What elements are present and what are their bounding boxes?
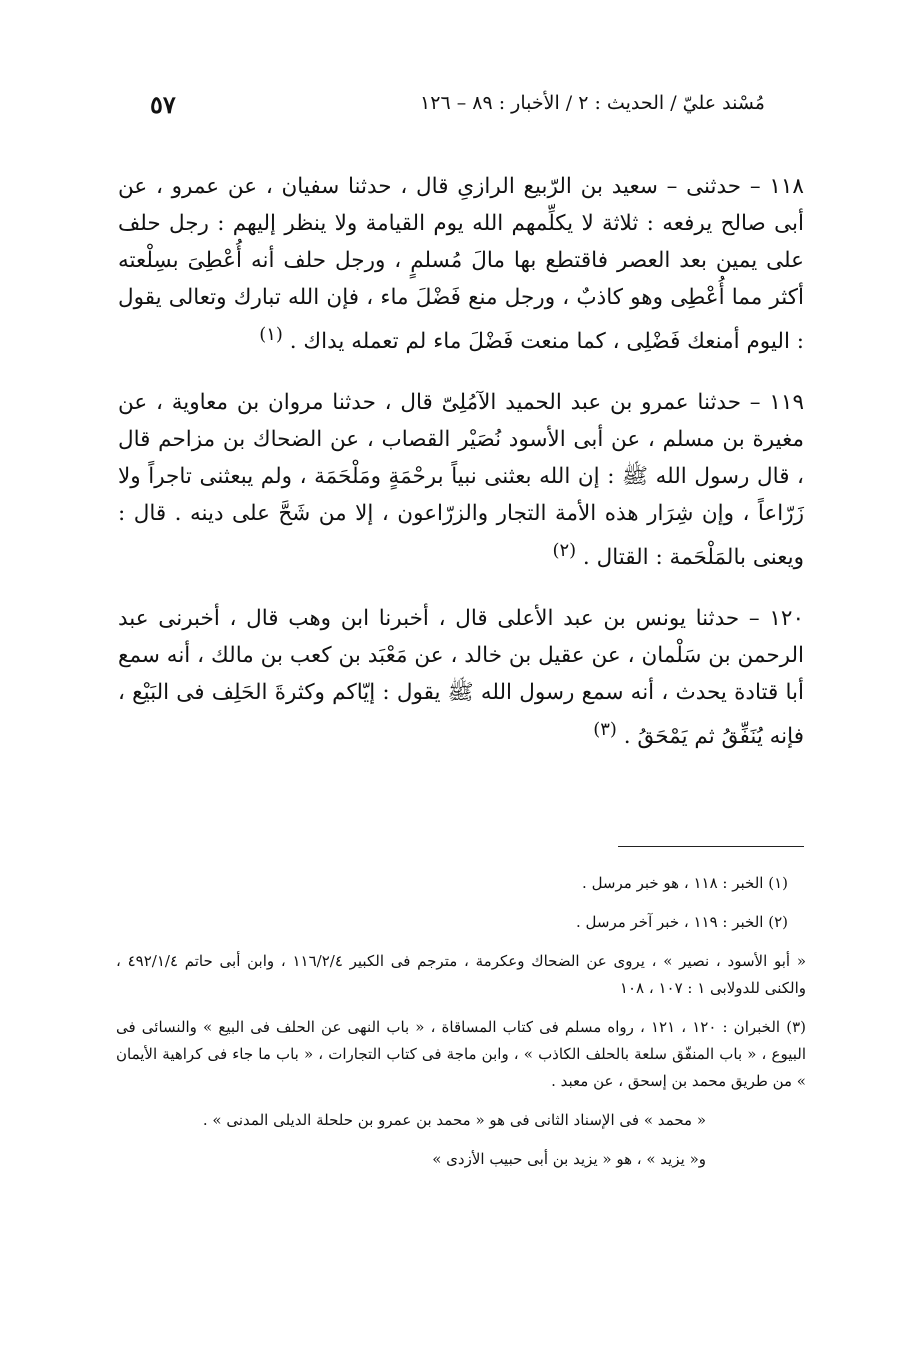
footnote-ref: (٢) — [552, 540, 577, 562]
hadith-118 — [118, 168, 804, 360]
hadith-119 — [118, 384, 804, 576]
footnote-3: (٣) الخبران : ١٢٠ ، ١٢١ ، رواه مسلم فى كتاب المساقاة ، « باب النهى عن الحلف فى البيع » والنسائى فى البيوع ، « باب المنفّق سلعة بالحلف الكاذب » ، وابن ماجة فى كتاب التجارات ، « باب ما جاء فى كراهية الأيمان » من طريق محمد بن إسحق ، عن معبد . — [116, 1018, 806, 1090]
hadith-number: ١١٩ – — [749, 390, 804, 416]
footnote-ref: (١) — [259, 324, 283, 345]
footnote-2: (٢) الخبر : ١١٩ ، خبر آخر مرسل . — [575, 913, 788, 931]
page-number: ٥٧ — [150, 90, 176, 119]
footnote-1: (١) الخبر : ١١٨ ، هو خبر مرسل . — [582, 874, 788, 892]
hadith-number: ١١٨ – — [749, 174, 804, 199]
hadith-text: حدثنا عمرو بن عبد الحميد الآمُلِىّ قال ، حدثنا مروان بن معاوية ، عن مغيرة بن مسلم ، عن أبى الأسود نُصَيْر القصاب ، عن الضحاك بن مزاحم قال ، قال رسول الله ﷺ : إن الله بعثنى نبياً برحْمَةٍ ومَلْحَمَة ، ولم يبعثنى تاجراً ولا زَرّاعاً ، وإن شِرَار هذه الأمة التجار والزرّاعون ، إلا من شَحَّ على دينه . قال : ويعنى بالمَلْحَمة : القتال . — [118, 390, 804, 571]
footnote-3-note-2: و« يزيد » ، هو « يزيد بن أبى حبيب الأزدى » — [432, 1150, 706, 1168]
footnote-3-note-1: « محمد » فى الإسناد الثانى فى هو « محمد بن عمرو بن حلحلة الديلى المدنى » . — [202, 1111, 706, 1129]
running-title: مُسْند عليّ / الحديث : ٢ / الأخبار : ٨٩ – ١٢٦ — [420, 92, 765, 114]
footnote-divider — [618, 846, 804, 847]
footnote-2-note: « أبو الأسود ، نصير » ، يروى عن الضحاك وعكرمة ، مترجم فى الكبير ١١٦/٢/٤ ، وابن أبى حاتم ٤٩٢/١/٤ ، والكنى للدولابى ١ : ١٠٧ ، ١٠٨ — [116, 952, 807, 997]
footnotes — [116, 870, 806, 1185]
page-header — [150, 92, 765, 132]
hadith-number: ١٢٠ – — [748, 606, 804, 632]
hadith-120 — [118, 600, 804, 755]
footnote-ref: (٣) — [593, 719, 617, 741]
hadith-text: حدثنا يونس بن عبد الأعلى قال ، أخبرنا ابن وهب قال ، أخبرنى عبد الرحمن بن سَلْمان ، عن عقيل بن خالد ، عن مَعْبَد بن كعب بن مالك ، أنه سمع أبا قتادة يحدث ، أنه سمع رسول الله ﷺ يقول : إيّاكم وكثرةَ الحَلِف فى البَيْع ، فإنه يُنَفِّقُ ثم يَمْحَقُ . — [118, 606, 804, 750]
main-text — [118, 168, 804, 779]
hadith-text: حدثنى – سعيد بن الرّبيع الرازىِ قال ، حدثنا سفيان ، عن عمرو ، عن أبى صالح يرفعه : ثلاثة لا يكلِّمهم الله يوم القيامة ولا ينظر إليهم : رجل حلف على يمين بعد العصر فاقتطع بها مالَ مُسلمٍ ، ورجل حلف أنه أُعْطِىَ بسِلْعته أكثر مما أُعْطِى وهو كاذبٌ ، ورجل منع فَضْلَ ماء ، فإن الله تبارك وتعالى يقول : اليوم أمنعك فَضْلِى ، كما منعت فَضْلَ ماء لم تعمله يداك . — [118, 174, 804, 355]
